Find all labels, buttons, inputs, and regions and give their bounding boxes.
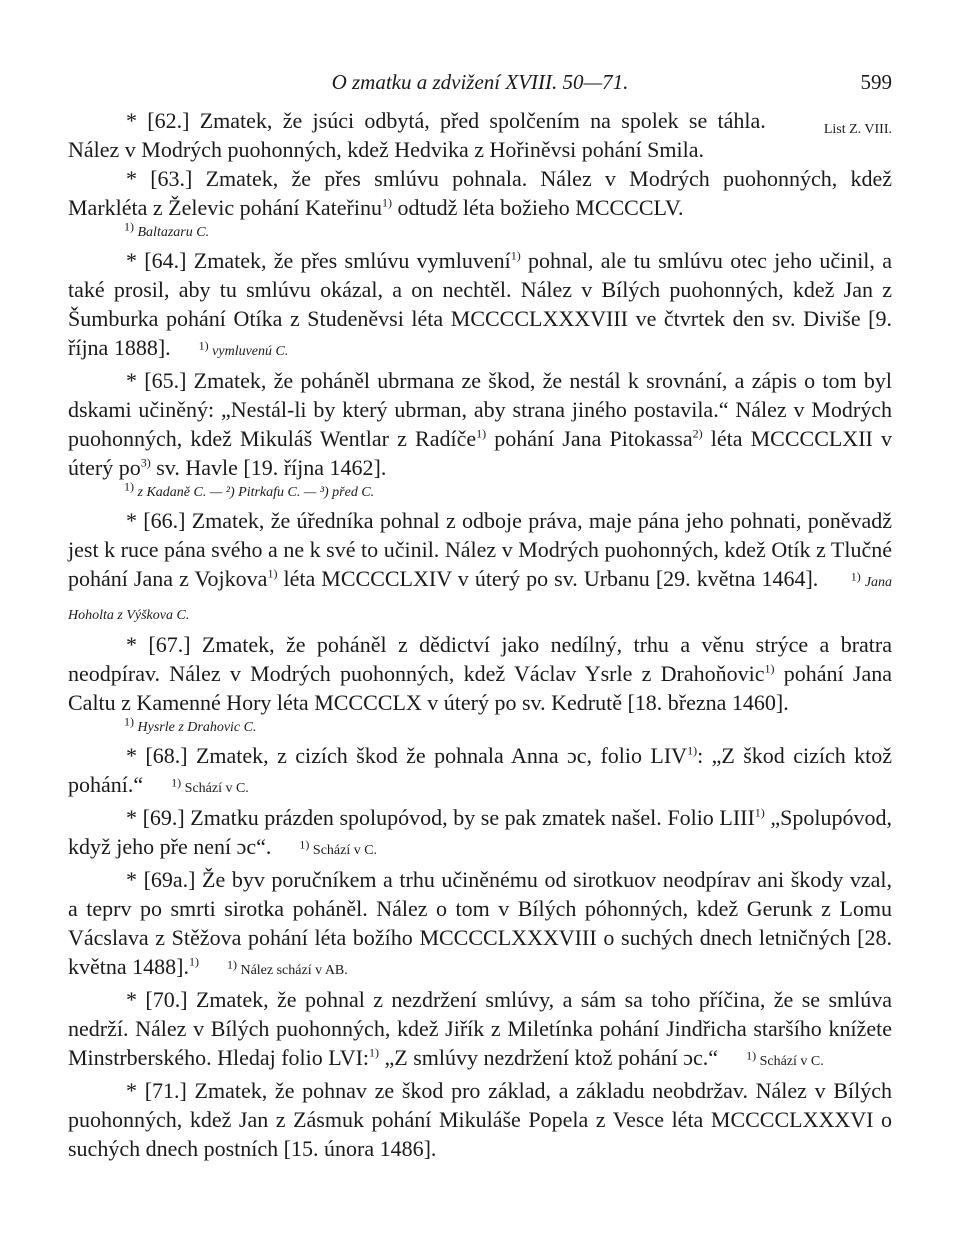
entry-65: * [65.] Zmatek, že poháněl ubrmana ze škod, že nestál k srovnání, a zápis o tom byl dskami učiněný: „Nestál-li by který ubrman, aby strana jiného postavila.“ Nález v Modrých puohonných, kdež Mikuláš Wentlar z Radíče$^{1)}$ pohání Jana Pitokassa$^{2)}$ léta MCCCCLXII v úterý $po^{3)}$ sv. Havle [19. října 1462]. [68,368,892,480]
entry-68: * [68.] Zmatek, z cizích škod že pohnala Anna ɔc, folio LIV$^{1)}$: „Z škod cizích ktož pohání.“ $^{1)}$ Schází v C. [68,743,893,797]
entry-66: * [66.] Zmatek, že úředníka pohnal z odboje práva, maje pána jeho pohnati, poněvadž jest k ruce pána svého a ne k své to učinil. Nález v Modrých puohonných, kdež Otík z Tlučné pohání Jana z Vojkova$^{1)}$ léta MCCCCLXIV v úterý po sv. Urbanu [29. května 1464]. $^{1)}$ Jana Hoholta z Výškova C. [68,508,893,623]
entry-69a: * [69a.] Že byv poručníkem a trhu učiněnému od sirotkuov neodpírav ani škody vzal, a teprv po smrti sirotka poháněl. Nález o tom v Bílých póhonných, kdež Gerunk z Lomu Vácslava z Stěžova pohání léta božího MCCCCLXXXVIII o suchých dnech letničných [28. května 1488].$^{1)}$ $^{1)}$ Nález schází v AB. [68,867,892,979]
entry-71 [68,1076,892,1163]
entry-64 [68,246,892,366]
footnote-mark: 1) [510,248,521,263]
entry-68-text-a: * [68.] Zmatek, z cizích škod že pohnala Anna ɔc, folio LIV [126,743,688,768]
entry-65-text-d: sv. Havle [19. října 1462]. [150,455,387,480]
entry-63-text-a: * [63.] Zmatek, že přes smlúvu pohnala. Nález v Modrých puohonných, kdež Markléta z Želevic pohání Kateřinu [68,166,892,220]
entry-62 [68,106,892,164]
entry-68-text-b: : „Z škod cizích ktož pohání.“ [68,743,893,797]
entry-65-text-a: * [65.] Zmatek, že poháněl ubrmana ze škod, že nestál k srovnání, a zápis o tom byl dskami učiněný: „Nestál-li by který ubrman, aby strana jiného postavila.“ Nález v Modrých puohonných, kdež Mikuláš Wentlar z Radíče [68,368,892,451]
side-note-64: $^{1)}$ vymluvenú C. [198,338,289,359]
side-note-68: $^{1)}$ Schází v C. [171,775,249,796]
entry-63-text-b: odtudž léta božieho MCCCCLV. [391,195,684,220]
entry-69-text-a: * [69.] Zmatku prázden spolupóvod, by se pak zmatek našel. Folio LIII [126,805,755,830]
footnote-63-text: Baltazaru C. [137,225,210,240]
entry-69: * [69.] Zmatku prázden spolupóvod, by se pak zmatek našel. Folio LIII$^{1)}$ „Spolupóvod, když jeho pře není ɔc“. $^{1)}$ Schází v C. [68,805,892,859]
footnote-67-text: Hysrle z Drahovic C. [137,720,257,735]
footnote-65-text: z Kadaně C. — ²) Pitrkafu C. — ³) před C. [137,485,375,500]
side-note-69: $^{1)}$ Schází v C. [299,837,378,858]
side-note-69a: $^{1)}$ Nález schází v AB. [226,957,348,978]
entry-65-text-b: pohání Jana Pitokassa [486,426,693,451]
entry-70-text-a: * [70.] Zmatek, že pohnal z nezdržení smlúvy, a sám sa toho příčina, že se smlúva nedrží. Nález v Bílých puohonných, kdež Jiřík z Miletínka pohání Jindřicha staršího knížete Minstrberského. Hledaj folio LVI: [68,987,892,1070]
entry-67-text-b: pohání Jana Caltu z Kamenné Hory léta MCCCCLX v úterý po sv. Kedrutě [18. března 1460]. [68,661,892,715]
entry-70: * [70.] Zmatek, že pohnal z nezdržení smlúvy, a sám sa toho příčina, že se smlúva nedrží. Nález v Bílých puohonných, kdež Jiřík z Miletínka pohání Jindřicha staršího knížete Minstrberského. Hledaj folio LVI:$^{1)}$ „Z smlúvy nezdržení ktož pohání ɔc.“ $^{1)}$ Schází v C. [68,987,892,1070]
entry-64-text-b: pohnal, ale tu smlúvu otec jeho učinil, a také prosil, aby tu smlúvu okázal, a on nechtěl. Nález v Bílých puohonných, kdež Jan z Šumburka pohání Otíka z Studeněvsi léta MCCCCLXXXVIII ve čtvrtek den sv. Diviše [9. října 1888]. [68,248,892,360]
footnote-65: $^{1)}$ z Kadaně C. — ²) Pitrkafu C. — ³) před C. [124,479,375,500]
footnote-mark: 1) [381,195,392,210]
footnote-67: $^{1)}$ Hysrle z Drahovic C. [124,714,257,735]
document-page [68,70,892,1163]
entry-63 [68,164,892,222]
page-header [68,70,892,98]
entry-66-text-b: léta MCCCCLXIV v úterý po sv. Urbanu [29. května 1464]. [277,566,819,591]
entry-71-text: * [71.] Zmatek, že pohnav ze škod pro základ, a základu neobdržav. Nález v Bílých puohonných, kdež Jan z Zásmuk pohání Mikuláše Popela z Vesce léta MCCCCLXXXVI o suchých dnech postních [15. února 1486]. [68,1078,892,1161]
entry-65-text-c: léta MCCCCLXII v úterý po [68,426,892,480]
entry-67-text-a: * [67.] Zmatek, že poháněl z dědictví jako nedílný, trhu a věnu strýce a bratra neodpírav. Nález v Modrých puohonných, kdež Václav Ysrle z Drahoňovic [68,632,892,686]
entry-69-text-b: „Spolupóvod, když jeho pře není ɔc“. [68,805,892,859]
side-note-66: $^{1)}$ Jana Hoholta z Výškova C. [68,569,893,623]
running-title: O zmatku a zdvižení XVIII. 50—71. [331,70,629,94]
page-number: 599 [860,70,892,94]
side-note-62: List Z. VIII. [823,122,892,137]
entry-70-text-b: „Z smlúvy nezdržení ktož pohání ɔc.“ [379,1045,719,1070]
side-note-70: $^{1)}$ Schází v C. [746,1048,824,1069]
entry-67: * [67.] Zmatek, že poháněl z dědictví jako nedílný, trhu a věnu strýce a bratra neodpírav. Nález v Modrých puohonných, kdež Václav Ysrle z Drahoňovic$^{1)}$ pohání Jana Caltu z Kamenné Hory léta MCCCCLX v úterý po sv. Kedrutě [18. března 1460]. [68,632,892,715]
entry-66-text-a: * [66.] Zmatek, že úředníka pohnal z odboje práva, maje pána jeho pohnati, poněvadž jest k ruce pána svého a ne k své to učinil. Nález v Modrých puohonných, kdež Otík z Tlučné pohání Jana z Vojkova [68,508,892,591]
footnote-63: $^{1)}$ Baltazaru C. [124,219,210,240]
entry-64-text-a: * [64.] Zmatek, že přes smlúvu vymluvení [126,248,511,273]
entry-62-text: * [62.] Zmatek, že jsúci odbytá, před spolčením na spolek se táhla. Nález v Modrých puohonných, kdež Hedvika z Hořiněvsi pohání Smila. [68,108,766,162]
entry-69a-text-a: * [69a.] Že byv poručníkem a trhu učiněnému od sirotkuov neodpírav ani škody vzal, a teprv po smrti sirotka poháněl. Nález o tom v Bílých póhonných, kdež Gerunk z Lomu Vácslava z Stěžova pohání léta božího MCCCCLXXXVIII o suchých dnech letničných [28. května 1488]. [68,867,892,979]
